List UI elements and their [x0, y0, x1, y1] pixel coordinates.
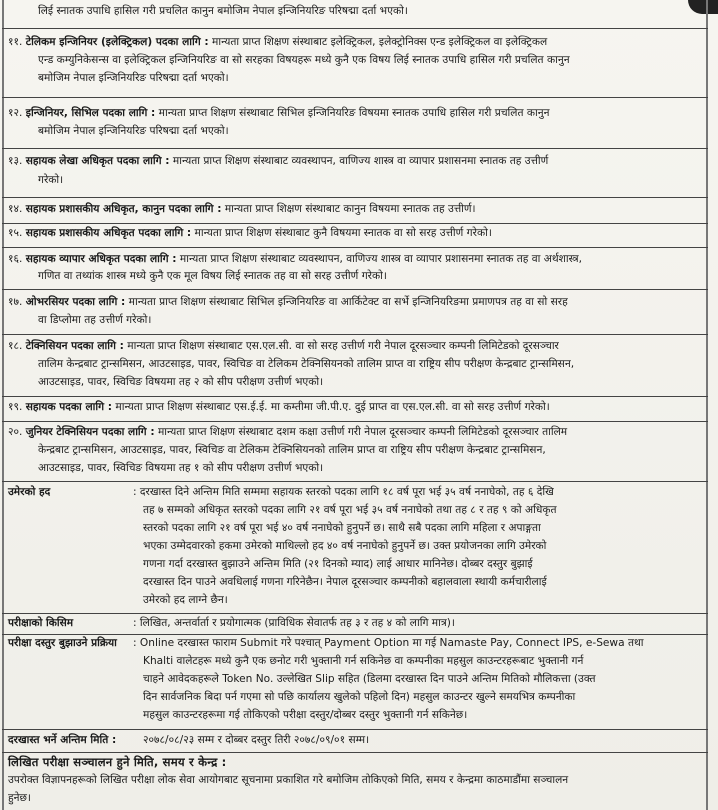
item-13	[8, 152, 710, 172]
item-line: बमोजिम नेपाल इन्जिनियरिङ परिषद्मा दर्ता भएको।	[38, 125, 229, 137]
age-limit-line: उमेरको हद लाग्ने छैन।	[143, 594, 228, 606]
item-line: बमोजिम नेपाल इन्जिनियरिङ परिषद्मा दर्ता भएको।	[38, 72, 229, 84]
row-divider	[2, 421, 708, 422]
item-17	[8, 293, 710, 313]
item-number: १४.	[8, 203, 23, 215]
item-number: १५.	[8, 227, 23, 239]
item-number: १९.	[8, 401, 23, 413]
age-limit-line: : दरखास्त दिने अन्तिम मिति सम्ममा सहायक स्तरको पदका लागि १८ वर्ष पूरा भई ३५ वर्ष ननाघेको, तह ६ देखि	[133, 486, 554, 498]
item-line: मान्यता प्राप्त शिक्षण संस्थाबाट व्यवस्थापन, वाणिज्य शास्त्र वा व्यापार प्रशासनमा स्नातक तह उत्तीर्ण	[172, 155, 549, 167]
fee-procedure-line: : Online दरखास्त फाराम Submit गरे पश्चात् Payment Option मा गई Namaste Pay, Connect IPS, e-Sewa तथा	[133, 637, 644, 649]
row-divider	[2, 247, 708, 248]
item-line: मान्यता प्राप्त शिक्षण संस्थाबाट कानुन विषयमा स्नातक तह उत्तीर्ण।	[224, 203, 476, 215]
deadline-value: २०७८/०८/२३ सम्म र दोब्बर दस्तुर तिरी २०७८/०९/०१ सम्म।	[143, 734, 370, 746]
item-line: मान्यता प्राप्त शिक्षण संस्थाबाट एस.एल.सी. वा सो सरह उत्तीर्ण गरी नेपाल दूरसञ्चार कम्पनी लिमिटेडको दूरसञ्चार	[127, 340, 559, 352]
row-divider	[2, 334, 708, 335]
item-20	[8, 423, 710, 443]
item-title: टेलिकम इन्जिनियर (इलेक्ट्रिकल) पदका लागि :	[25, 36, 209, 48]
row-divider	[2, 97, 708, 98]
item-line: आउटसाइड, पावर, स्विचिङ विषयमा तह १ को सीप परीक्षण उत्तीर्ण भएको।	[38, 462, 324, 474]
item-number: १८.	[8, 340, 23, 352]
item-line: गरेको।	[38, 174, 64, 186]
item-line: गणित वा तथ्यांक शास्त्र मध्ये कुनै एक मूल विषय लिई स्नातक तह वा सो सरह उत्तीर्ण गरेको।	[38, 270, 387, 282]
item-line: लिई स्नातक उपाधि हासिल गरी प्रचलित कानुन बमोजिम नेपाल इन्जिनियरिङ परिषद्मा दर्ता भएको।	[38, 5, 408, 17]
fee-procedure-line: महसुल काउन्टरहरूमा गई तोकिएको परीक्षा दस्तुर/दोब्बर दस्तुर भुक्तानी गर्न सकिनेछ।	[143, 709, 468, 721]
exam-schedule-line: हुनेछ।	[8, 792, 31, 804]
row-divider	[2, 148, 708, 149]
age-limit-line: भएका उम्मेदवारको हकमा उमेरको माथिल्लो हद ४० वर्ष ननाघेको हुनुपर्ने छ। उक्त प्रयोजनका लागि उमेरको	[143, 540, 547, 552]
item-12	[8, 104, 710, 124]
item-title: सहायक लेखा अधिकृत पदका लागि :	[25, 155, 170, 167]
item-title: सहायक प्रशासकीय अधिकृत पदका लागि :	[25, 227, 192, 239]
item-line: मान्यता प्राप्त शिक्षण संस्थाबाट कुनै विषयमा स्नातक वा सो सरह उत्तीर्ण गरेको।	[194, 227, 492, 239]
row-divider	[2, 197, 708, 198]
item-title: सहायक पदका लागि :	[25, 401, 113, 413]
age-limit-line: दरखास्त दिन पाउने अवधिलाई गणना गरिनेछैन। नेपाल दूरसञ्चार कम्पनीको बहालवाला स्थायी कर्मचारीलाई	[143, 576, 547, 588]
item-title: सहायक व्यापार अधिकृत पदका लागि :	[25, 253, 177, 265]
fee-procedure-line: Khalti वालेटहरू मध्ये कुनै एक छनोट गरी भुक्तानी गर्न सकिनेछ वा कम्पनीका महसुल काउन्टरहरूबाट भुक्तानी गर्न	[143, 655, 584, 667]
item-line: वा डिप्लोमा तह उत्तीर्ण गरेको।	[38, 314, 152, 326]
item-15	[8, 224, 710, 244]
exam-type-value: : लिखित, अन्तर्वार्ता र प्रयोगात्मक (प्राविधिक सेवातर्फ तह ३ र तह ४ को लागि मात्र)।	[133, 617, 455, 629]
row-divider	[2, 729, 708, 730]
item-title: ओभरसियर पदका लागि :	[25, 296, 126, 308]
fee-procedure-label: परीक्षा दस्तुर बुझाउने प्रक्रिया	[8, 637, 117, 649]
item-line: मान्यता प्राप्त शिक्षण संस्थाबाट व्यवस्थापन, वाणिज्य शास्त्र वा व्यापार प्रशासनमा स्नातक तह वा अर्थशास्त्र,	[179, 253, 582, 265]
item-line: मान्यता प्राप्त शिक्षण संस्थाबाट सिभिल इन्जिनियरिङ विषयमा स्नातक उपाधि हासिल गरी प्रचलित कानुन	[158, 107, 550, 119]
item-line: केन्द्रबाट ट्रान्समिसन, आउटसाइड, पावर, स्विचिङ वा टेलिकम टेक्निसियनको तालिम प्राप्त वा राष्ट्रिय सीप परीक्षण केन्द्रबाट ट्रान्समिसन,	[38, 444, 546, 456]
item-title: इन्जिनियर, सिभिल पदका लागि :	[25, 107, 156, 119]
item-title: टेक्निसियन पदका लागि :	[25, 340, 124, 352]
item-line: मान्यता प्राप्त शिक्षण संस्थाबाट दशम कक्षा उत्तीर्ण गरी नेपाल दूरसञ्चार कम्पनी लिमिटेडको दूरसञ्चार तालिम	[157, 426, 568, 438]
item-11	[8, 33, 710, 53]
row-divider	[2, 481, 708, 482]
fee-procedure-line: चाहने आवेदकहरूले Token No. उल्लेखित Slip सहित (डिलमा दरखास्त दिन पाउने अन्तिम मितिको मौलिकत्ता (उक्त	[143, 673, 596, 685]
exam-schedule-line: उपरोक्त विज्ञापनहरूको लिखित परीक्षा लोक सेवा आयोगबाट सूचनामा प्रकाशित गरे बमोजिम तोकिएको मिति, समय र केन्द्रमा काठमाडौंमा सञ्चालन	[8, 774, 569, 786]
deadline-label: दरखास्त भर्ने अन्तिम मिति :	[8, 734, 117, 746]
age-limit-label: उमेरको हद	[8, 486, 51, 498]
row-divider	[2, 28, 708, 29]
item-number: १२.	[8, 107, 23, 119]
row-divider	[2, 396, 708, 397]
item-title: जुनियर टेक्निसियन पदका लागि :	[25, 426, 155, 438]
item-line: मान्यता प्राप्त शिक्षण संस्थाबाट सिभिल इन्जिनियरिङ वा आर्किटेक्ट वा सर्भे इन्जिनियरिङमा प्रमाणपत्र तह वा सो सरह	[128, 296, 568, 308]
fee-procedure-line: दिन सार्वजनिक बिदा पर्न गएमा सो पछि कार्यालय खुलेको पहिलो दिन) महसुल काउन्टर खुल्ने समयभित्र कम्पनीका	[143, 691, 576, 703]
age-limit-line: तह ७ सम्मको अधिकृत स्तरको पदका लागि २१ वर्ष पूरा भई ३५ वर्ष ननाघेको तथा तह ८ र तह ९ को अधिकृत	[143, 504, 557, 516]
item-18	[8, 337, 710, 357]
item-line: तालिम केन्द्रबाट ट्रान्समिसन, आउटसाइड, पावर, स्विचिङ वा टेलिकम टेक्निसियनको तालिम प्राप्त वा राष्ट्रिय सीप परीक्षण केन्द्रबाट ट्रान्समिसन,	[38, 358, 575, 370]
exam-schedule-heading: लिखित परीक्षा सञ्चालन हुने मिति, समय र केन्द्र :	[8, 755, 227, 769]
item-title: सहायक प्रशासकीय अधिकृत, कानुन पदका लागि :	[25, 203, 222, 215]
item-number: १३.	[8, 155, 23, 167]
age-limit-line: गणना गर्दा दरखास्त बुझाउने अन्तिम मिति (२१ दिनको म्याद) लाई आधार मानिनेछ। दोब्बर दस्तुर बुझाई	[143, 558, 533, 570]
item-14	[8, 200, 710, 220]
item-19	[8, 398, 710, 418]
item-number: १७.	[8, 296, 23, 308]
row-divider	[2, 289, 708, 290]
item-number: १६.	[8, 253, 23, 265]
item-line: मान्यता प्राप्त शिक्षण संस्थाबाट एस.ई.ई. मा कम्तीमा जी.पी.ए. दुई प्राप्त वा एस.एल.सी. वा सो सरह उत्तीर्ण गरेको।	[115, 401, 550, 413]
item-number: २०.	[8, 426, 23, 438]
item-line: मान्यता प्राप्त शिक्षण संस्थाबाट इलेक्ट्रिकल, इलेक्ट्रोनिक्स एन्ड इलेक्ट्रिकल वा इलेक्ट्रिकल	[212, 36, 548, 48]
item-number: ११.	[8, 36, 23, 48]
age-limit-line: स्तरको पदका लागि २१ वर्ष पूरा भई ४० वर्ष ननाघेको हुनुपर्ने छ। साथै सबै पदका लागि महिला र अपाङ्गता	[143, 522, 541, 534]
exam-type-label: परीक्षाको किसिम	[8, 617, 74, 629]
item-line: आउटसाइड, पावर, स्विचिङ विषयमा तह २ को सीप परीक्षण उत्तीर्ण भएको।	[38, 376, 324, 388]
item-line: एन्ड कम्युनिकेसन्स वा इलेक्ट्रिकल इन्जिनियरिङ वा सो सरहका विषयहरू मध्ये कुनै एक विषय लिई स्नातक उपाधि हासिल गरी प्रचलित कानुन	[38, 54, 570, 66]
